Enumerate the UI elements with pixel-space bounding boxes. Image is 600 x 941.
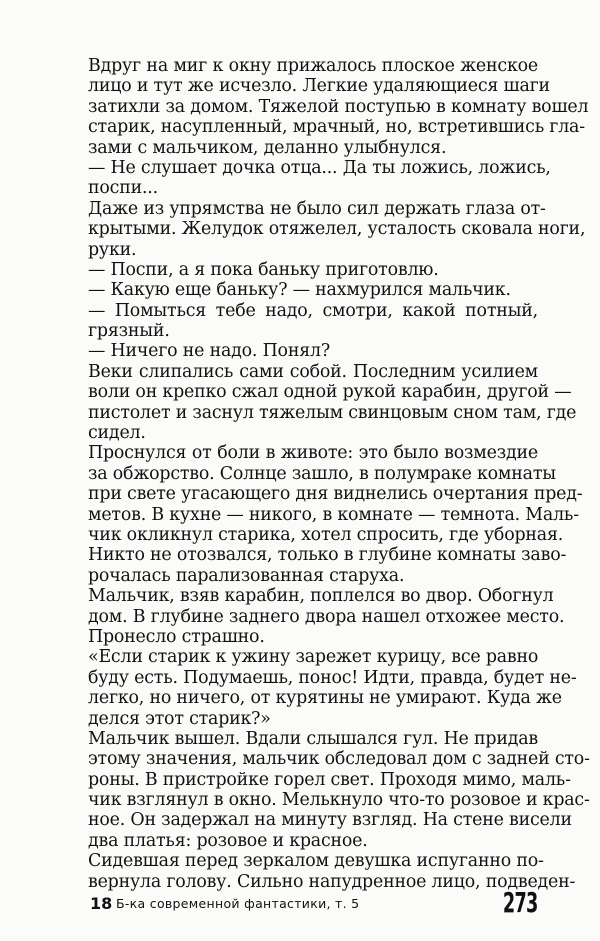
text-line: вернула голову. Сильно напудренное лицо, подведен- [88, 871, 576, 892]
text-line: Мальчик вышел. Вдали слышался гул. Не придав [88, 728, 538, 749]
text-line: этому значения, мальчик обследовал дом с задней сто- [88, 749, 590, 770]
text-line: лицо и тут же исчезло. Легкие удаляющиеся шаги [88, 76, 550, 97]
text-line: зами с мальчиком, деланно улыбнулся. [88, 137, 447, 158]
page-number: 273 [503, 886, 538, 919]
text-line: Веки слипались сами собой. Последним усилием [88, 361, 538, 382]
text-line: пистолет и заснул тяжелым свинцовым сном там, где [88, 402, 577, 423]
text-line: буду есть. Подумаешь, понос! Идти, правда, будет не- [88, 667, 577, 688]
text-line: воли он крепко сжал одной рукой карабин, другой — [88, 382, 572, 403]
text-line: сидел. [88, 423, 146, 444]
text-line: — Поспи, а я пока баньку приготовлю. [88, 259, 439, 280]
text-line: старик, насупленный, мрачный, но, встретившись гла- [88, 117, 585, 138]
body-text [88, 56, 590, 892]
text-line: затихли за домом. Тяжелой поступью в комнату вошел [88, 96, 589, 117]
text-line: — Не слушает дочка отца... Да ты ложись, ложись, [88, 157, 551, 178]
text-line: «Если старик к ужину зарежет курицу, все равно [88, 647, 539, 668]
text-line: ное. Он задержал на минуту взгляд. На стене висели [88, 810, 572, 831]
text-line: при свете угасающего дня виднелись очертания пред- [88, 484, 583, 505]
text-line: роны. В пристройке горел свет. Проходя мимо, маль- [88, 769, 571, 790]
signature-text: Б-ка современной фантастики, т. 5 [116, 896, 360, 911]
text-line: чик окликнул старика, хотел спросить, где уборная. [88, 524, 564, 545]
text-line: чик взглянул в окно. Мелькнуло что-то розовое и крас- [88, 790, 590, 811]
text-line: поспи... [88, 178, 158, 199]
text-line: Пронесло страшно. [88, 626, 265, 647]
text-line: за обжорство. Солнце зашло, в полумраке комнаты [88, 463, 556, 484]
text-line: — Помыться тебе надо, смотри, какой потный, [88, 300, 538, 321]
text-line: метов. В кухне — никого, в комнате — темнота. Маль- [88, 504, 579, 525]
text-line: руки. [88, 239, 137, 260]
text-line: Вдруг на миг к окну прижалось плоское женское [88, 56, 538, 76]
text-line: Мальчик, взяв карабин, поплелся во двор. Обогнул [88, 586, 554, 607]
text-line: рочалась парализованная старуха. [88, 565, 405, 586]
text-line: Сидевшая перед зеркалом девушка испуганно по- [88, 851, 544, 872]
text-line: дом. В глубине заднего двора нашел отхожее место. [88, 606, 565, 627]
text-line: Никто не отозвался, только в глубине комнаты заво- [88, 545, 567, 566]
text-line: грязный. [88, 321, 170, 342]
text-line: легко, но ничего, от курятины не умирают. Куда же [88, 688, 562, 709]
text-line: два платья: розовое и красное. [88, 830, 368, 851]
page-footer [88, 888, 538, 918]
text-line: Проснулся от боли в животе: это было возмездие [88, 443, 538, 464]
signature-number: 18 [90, 894, 113, 913]
text-line: крытыми. Желудок отяжелел, усталость сковала ноги, [88, 219, 586, 240]
text-line: — Какую еще баньку? — нахмурился мальчик. [88, 280, 511, 301]
text-line: Даже из упрямства не было сил держать глаза от- [88, 198, 546, 219]
text-line: — Ничего не надо. Понял? [88, 341, 330, 362]
text-line: делся этот старик?» [88, 708, 271, 729]
